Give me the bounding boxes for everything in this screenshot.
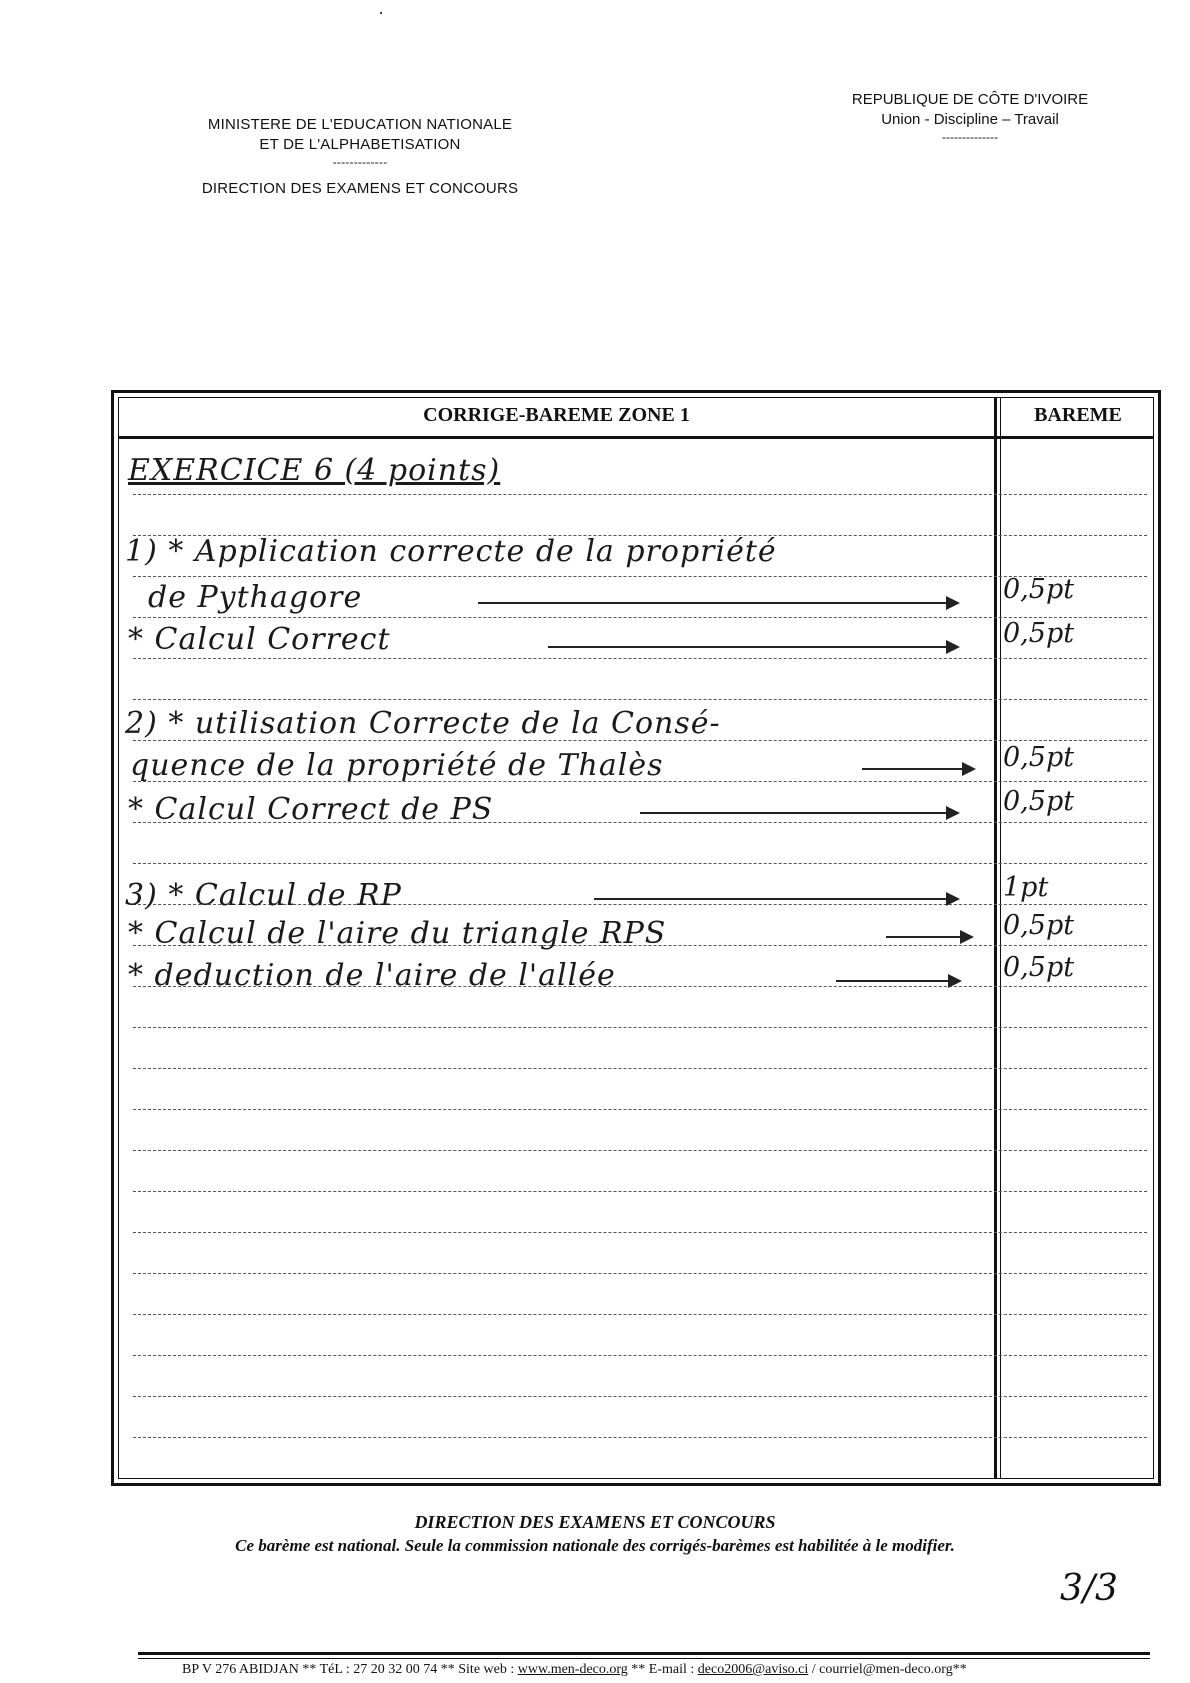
score-2: 0,5pt: [1003, 618, 1075, 649]
column-divider: [994, 398, 997, 1478]
ruled-line: [133, 863, 1147, 864]
ruled-line: [133, 1355, 1147, 1356]
site-link[interactable]: www.men-deco.org: [517, 1662, 628, 1677]
ruled-line: [133, 1232, 1147, 1233]
answer-line-8: * Calcul de l'aire du triangle RPS: [128, 916, 667, 951]
ruled-line: [133, 1027, 1147, 1028]
ministry-separator: -------------: [332, 155, 388, 169]
ministry-header: [150, 115, 570, 199]
ruled-line: [133, 1273, 1147, 1274]
bareme-header: BAREME: [1034, 404, 1122, 426]
score-4: 0,5pt: [1003, 786, 1075, 817]
ministry-line1: MINISTERE DE L'EDUCATION NATIONALE: [207, 116, 513, 133]
table-title: CORRIGE-BAREME ZONE 1: [423, 404, 690, 426]
arrow-icon: [836, 980, 960, 982]
score-7: 0,5pt: [1003, 952, 1075, 983]
republic-motto: Union - Discipline – Travail: [881, 111, 1059, 128]
arrow-icon: [640, 812, 958, 814]
ministry-line2: ET DE L'ALPHABETISATION: [259, 136, 461, 153]
answer-line-3: * Calcul Correct: [128, 622, 391, 657]
ruled-line: [133, 658, 1147, 659]
contact-line: [182, 1662, 967, 1678]
ruled-line: [133, 1314, 1147, 1315]
score-3: 0,5pt: [1003, 742, 1075, 773]
answer-line-9: * deduction de l'aire de l'allée: [128, 958, 616, 993]
answer-line-4: 2) * utilisation Correcte de la Consé-: [125, 706, 721, 741]
answer-line-6: * Calcul Correct de PS: [128, 792, 494, 827]
republic-header: [820, 90, 1120, 144]
footer-rule: [138, 1652, 1150, 1655]
ruled-line: [133, 699, 1147, 700]
arrow-icon: [862, 768, 974, 770]
ruled-line: [133, 1191, 1147, 1192]
ruled-line: [133, 1068, 1147, 1069]
email-link[interactable]: deco2006@aviso.ci: [697, 1662, 809, 1677]
answer-line-5: quence de la propriété de Thalès: [130, 748, 664, 783]
answer-line-1: 1) * Application correcte de la propriété: [125, 534, 777, 569]
arrow-icon: [594, 898, 958, 900]
republic-separator: --------------: [942, 130, 998, 144]
direction-title: DIRECTION DES EXAMENS ET CONCOURS: [201, 180, 519, 197]
arrow-icon: [478, 602, 958, 604]
ruled-line: [133, 1437, 1147, 1438]
ruled-line: [133, 576, 1147, 577]
republic-name: REPUBLIQUE DE CÔTE D'IVOIRE: [851, 91, 1089, 108]
score-5: 1pt: [1003, 872, 1049, 903]
contact-mid: ** E-mail :: [627, 1662, 698, 1677]
ruled-line: [133, 1109, 1147, 1110]
ruled-line: [133, 617, 1147, 618]
ruled-line: [133, 494, 1147, 495]
column-divider-inner: [1000, 398, 1001, 1478]
scan-speck: [380, 12, 382, 14]
arrow-icon: [548, 646, 958, 648]
footer-notice: Ce barème est national. Seule la commission nationale des corrigés-barèmes est habilitée à le modifier.: [235, 1536, 955, 1555]
arrow-icon: [886, 936, 972, 938]
footer-rule-thin: [138, 1658, 1150, 1659]
ruled-line: [133, 1396, 1147, 1397]
score-6: 0,5pt: [1003, 910, 1075, 941]
header-rule: [119, 436, 1153, 439]
ruled-line: [133, 1150, 1147, 1151]
page-number: 3/3: [1060, 1568, 1118, 1609]
score-1: 0,5pt: [1003, 574, 1075, 605]
exercise-heading: EXERCICE 6 (4 points): [128, 453, 501, 488]
answer-line-7: 3) * Calcul de RP: [125, 878, 402, 913]
contact-sep: / courriel@men-deco.org**: [808, 1662, 967, 1677]
contact-prefix: BP V 276 ABIDJAN ** TéL : 27 20 32 00 74 ** Site web :: [182, 1662, 518, 1677]
answer-line-2: de Pythagore: [148, 580, 363, 615]
footer-direction: DIRECTION DES EXAMENS ET CONCOURS: [414, 1512, 776, 1532]
